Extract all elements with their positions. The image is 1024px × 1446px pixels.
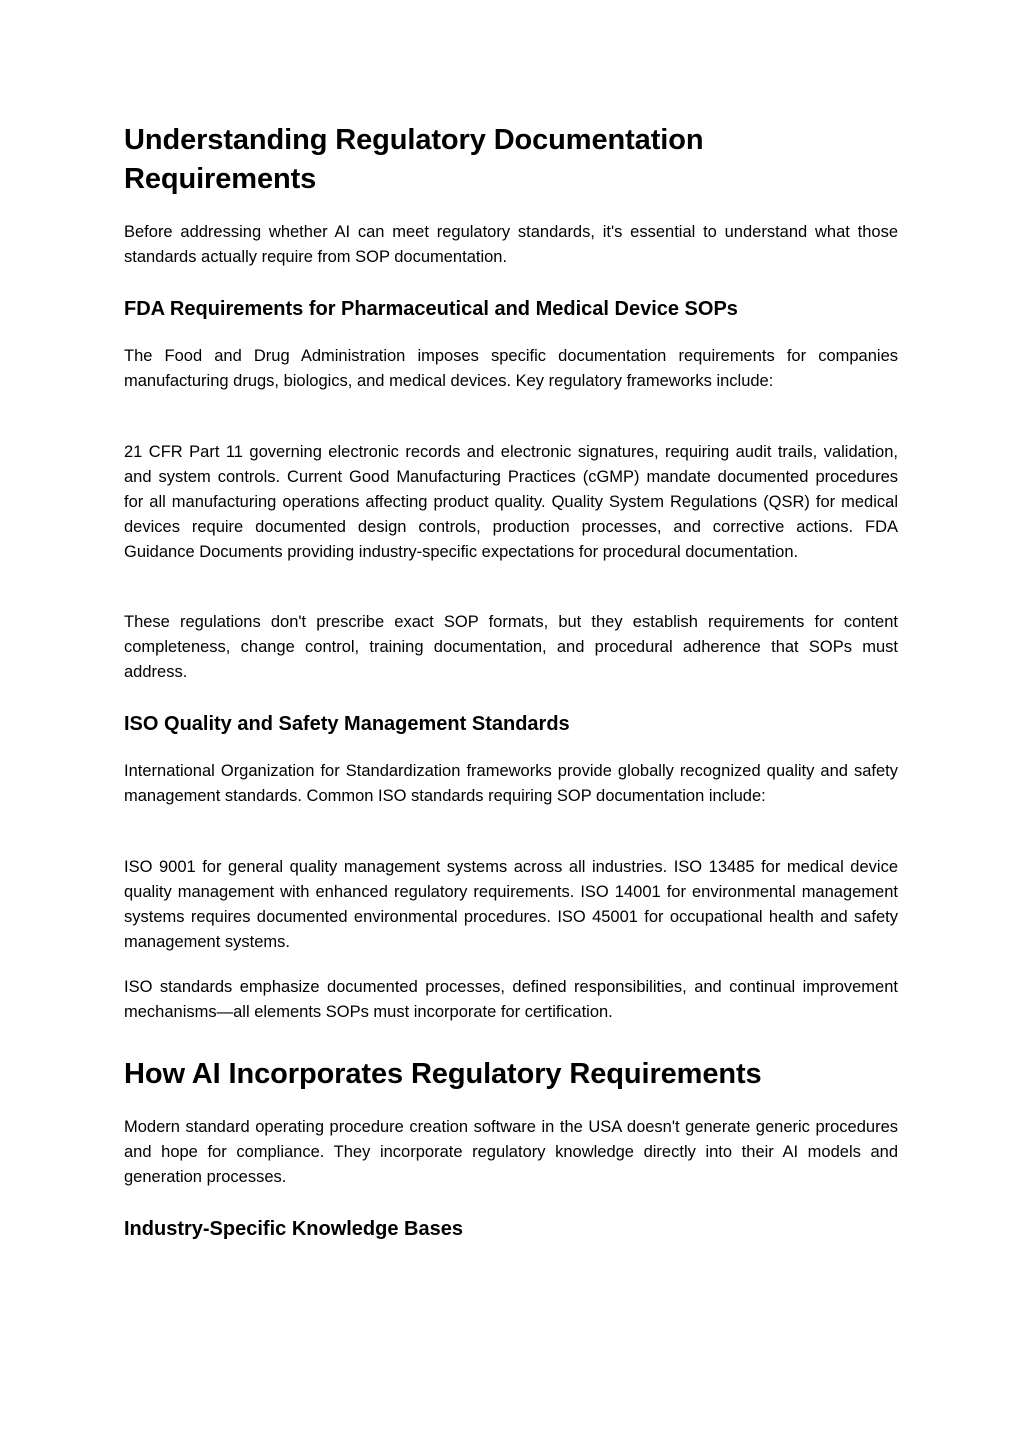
fda-paragraph-1: The Food and Drug Administration imposes specific documentation requirements for companies manufacturing drugs, biologics, and medical devices. Key regulatory frameworks include: <box>124 347 898 390</box>
iso-paragraph-1: International Organization for Standardization frameworks provide globally recognized quality and safety management standards. Common ISO standards requiring SOP documentation include: <box>124 762 898 805</box>
iso-paragraph-2: ISO 9001 for general quality management systems across all industries. ISO 13485 for medical device quality management with enhanced regulatory requirements. ISO 14001 for environmental management systems requires documented environmental procedures. ISO 45001 for occupational health and safety management systems. <box>124 858 898 951</box>
section-heading-how-ai-incorporates: How AI Incorporates Regulatory Requirements <box>124 1058 762 1090</box>
iso-paragraph-3: ISO standards emphasize documented processes, defined responsibilities, and continual improvement mechanisms—all elements SOPs must incorporate for certification. <box>124 978 898 1021</box>
subheading-fda-requirements: FDA Requirements for Pharmaceutical and Medical Device SOPs <box>124 298 738 320</box>
intro-paragraph: Before addressing whether AI can meet regulatory standards, it's essential to understand what those standards actually require from SOP documentation. <box>124 223 898 266</box>
section-heading-understanding-requirements: Understanding Regulatory Documentation Requirements <box>124 124 704 195</box>
subheading-industry-knowledge-bases: Industry-Specific Knowledge Bases <box>124 1218 463 1240</box>
fda-paragraph-3: These regulations don't prescribe exact SOP formats, but they establish requirements for content completeness, change control, training documentation, and procedural adherence that SOPs must address. <box>124 613 898 681</box>
ai-intro-paragraph: Modern standard operating procedure creation software in the USA doesn't generate generic procedures and hope for compliance. They incorporate regulatory knowledge directly into their AI models and generation processes. <box>124 1118 898 1186</box>
fda-paragraph-2: 21 CFR Part 11 governing electronic records and electronic signatures, requiring audit trails, validation, and system controls. Current Good Manufacturing Practices (cGMP) mandate documented procedures for all manufacturing operations affecting product quality. Quality System Regulations (QSR) for medical devices require documented design controls, production processes, and corrective actions. FDA Guidance Documents providing industry-specific expectations for procedural documentation. <box>124 443 898 561</box>
subheading-iso-standards: ISO Quality and Safety Management Standards <box>124 713 570 735</box>
